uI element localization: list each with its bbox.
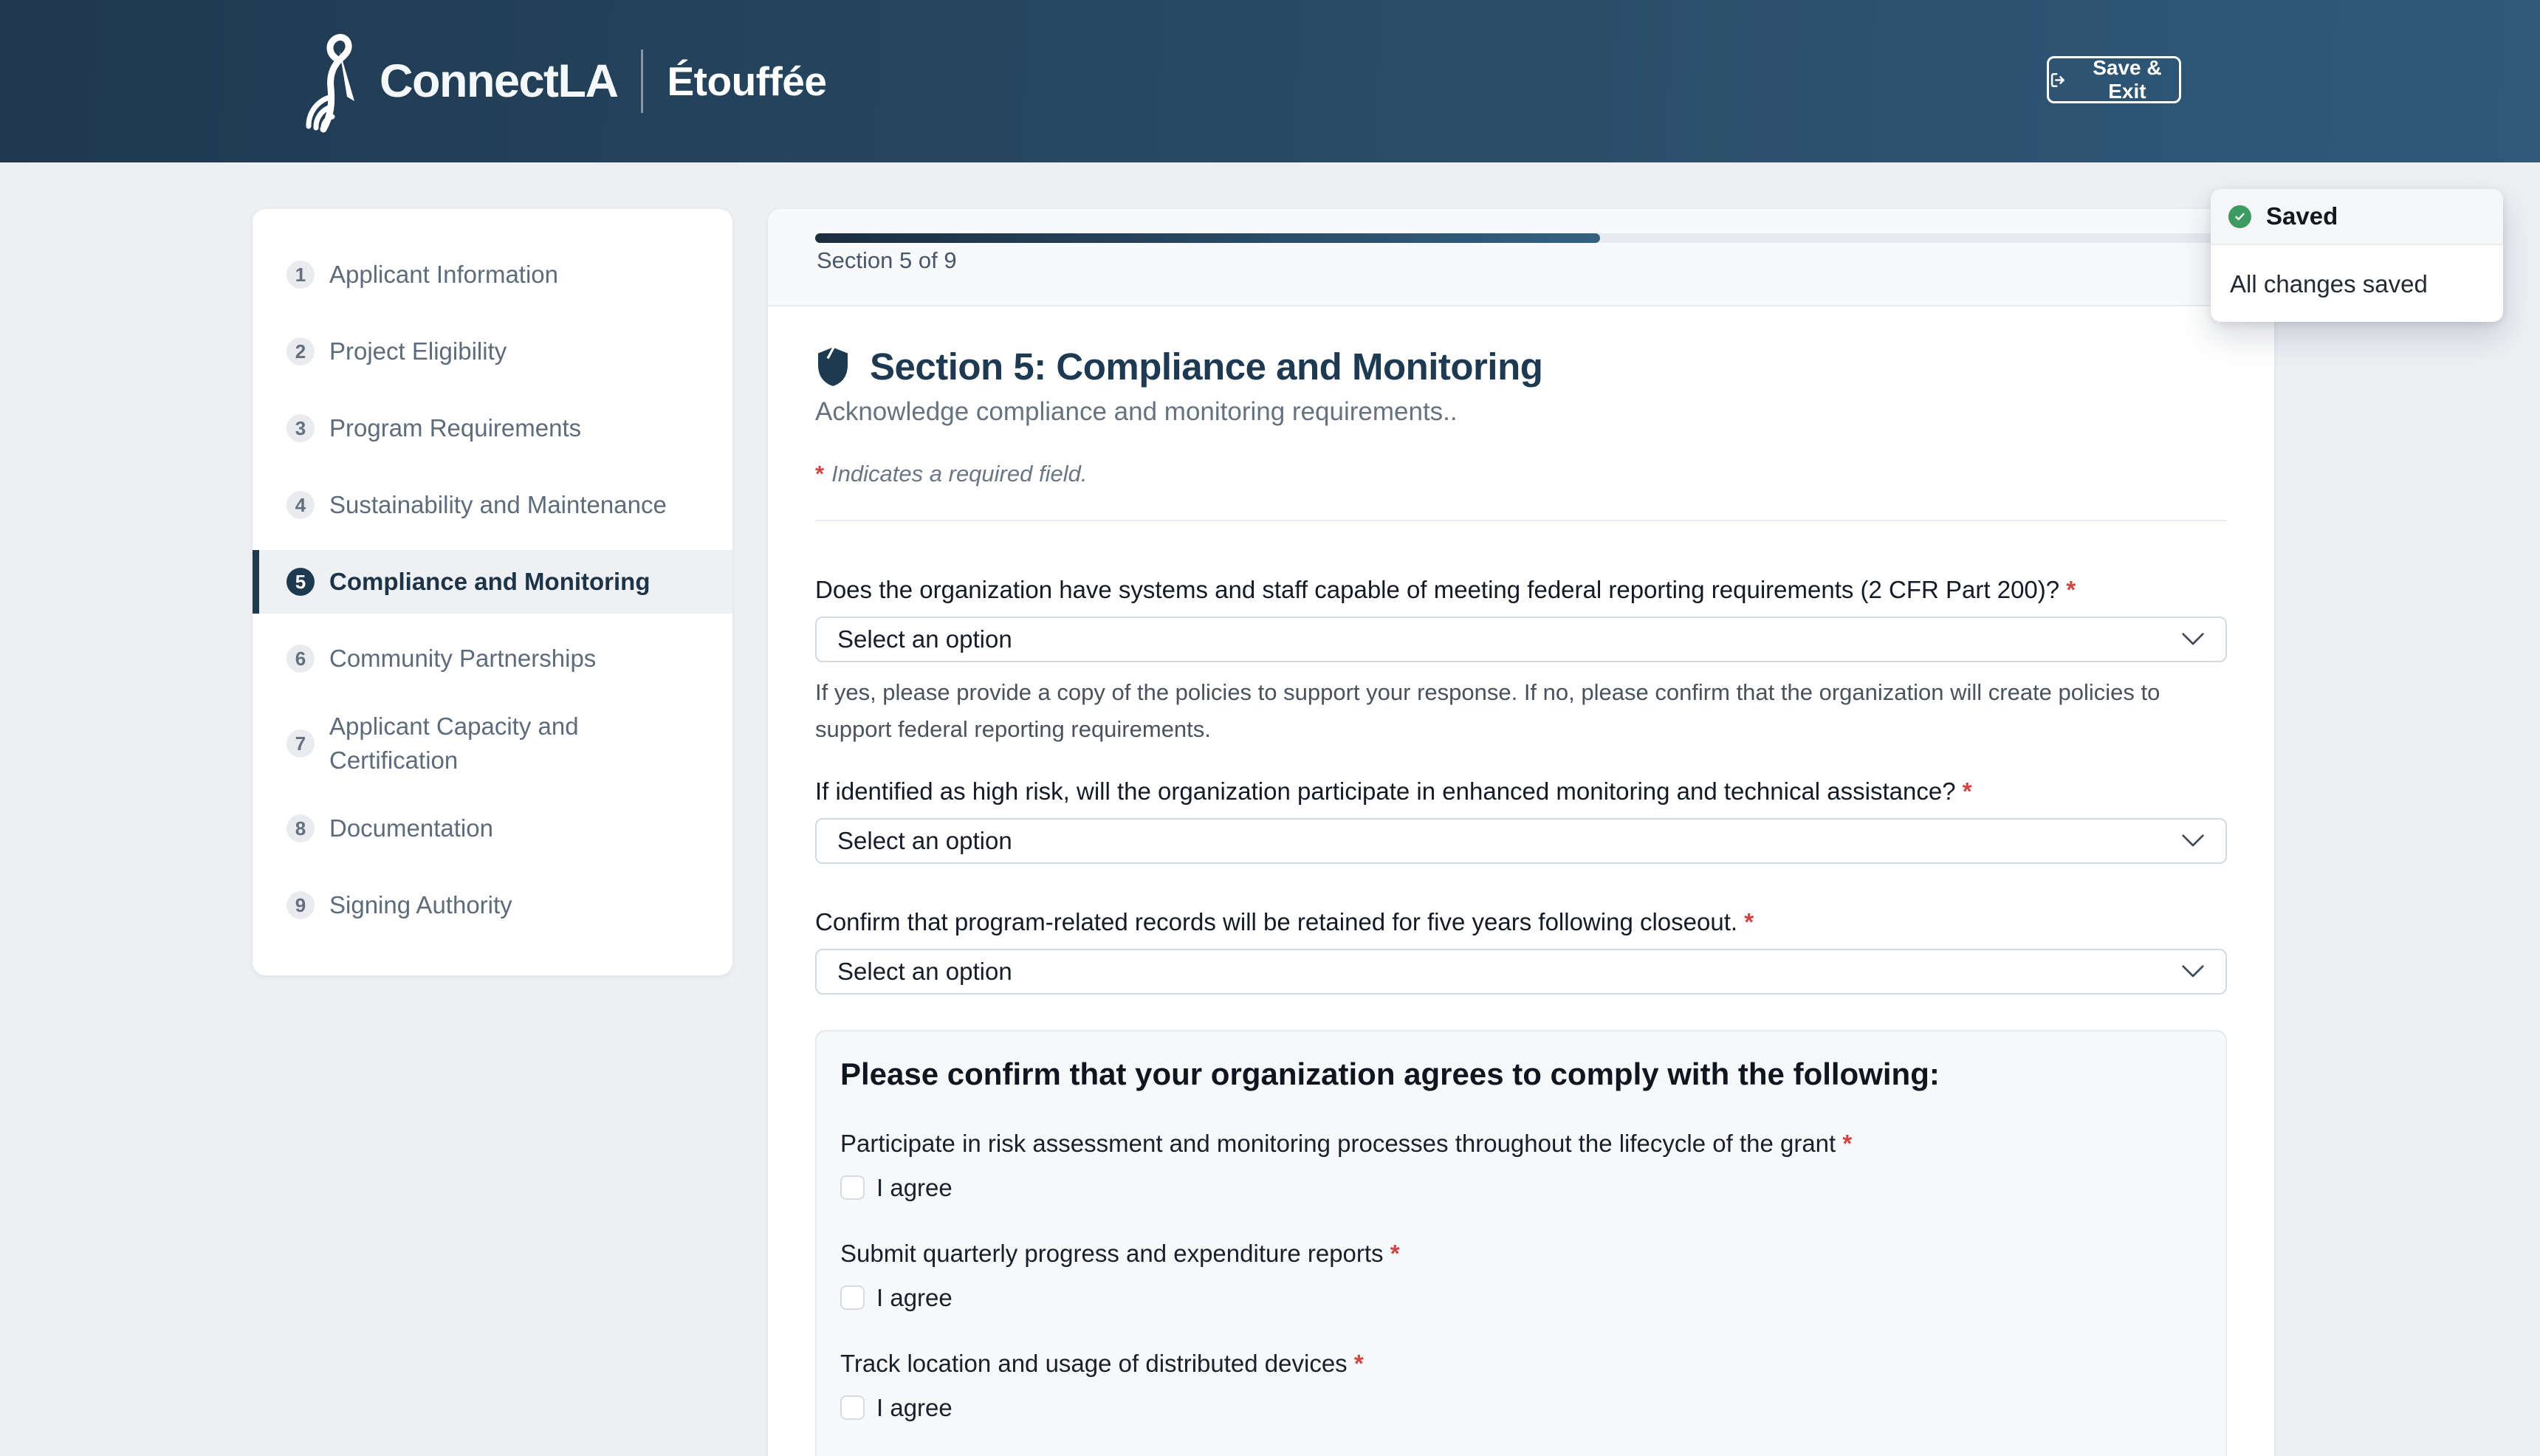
step-number-badge: 3 [286,414,315,442]
brand-name: ConnectLA [380,55,618,107]
shield-icon [815,346,851,388]
required-asterisk: * [1842,1129,1853,1157]
required-asterisk: * [2066,576,2076,603]
page-title: Section 5: Compliance and Monitoring [870,346,1543,388]
progress-header [768,209,2274,306]
brand-divider [641,49,643,113]
saved-toast-header [2211,189,2503,245]
sidebar-item-program-requirements[interactable] [253,396,732,460]
required-asterisk: * [1353,1349,1364,1377]
sidebar-item-community-partnerships[interactable] [253,627,732,690]
question-helper-text: If yes, please provide a copy of the policies to support your response. If no, please confirm that the organization will create policies to support federal reporting requirements. [815,679,2160,742]
agree-label: I agree [876,1283,952,1311]
agreement-group [815,1030,2227,1456]
sidebar-item-applicant-capacity-certification[interactable] [253,704,732,783]
select-records-retention[interactable] [815,949,2227,995]
app-header [0,0,2540,162]
step-number-badge: 5 [286,568,315,596]
sidebar-item-compliance-monitoring[interactable] [253,550,732,614]
sidebar-item-applicant-information[interactable] [253,243,732,306]
chevron-down-icon [2181,834,2205,848]
progress-label: Section 5 of 9 [817,247,957,273]
saved-toast-message: All changes saved [2230,270,2428,298]
sidebar-item-label: Signing Authority [329,891,512,919]
saved-toast-title: Saved [2266,202,2338,230]
progress-bar-fill [815,233,1600,243]
sidebar-item-label: Documentation [329,814,493,842]
sidebar-item-label: Community Partnerships [329,644,597,672]
question-label-records-retention: Confirm that program-related records will be retained for five years following closeout. * [815,907,1754,935]
compliance-form [768,521,2274,1456]
step-number-badge: 4 [286,491,315,519]
agree-row-quarterly-reports[interactable] [840,1284,2190,1312]
success-check-icon [2228,205,2251,228]
step-number-badge: 9 [286,891,315,919]
select-federal-reporting[interactable] [815,617,2227,662]
agree-checkbox-track-devices[interactable] [840,1395,865,1420]
wizard-step-sidebar [253,209,732,975]
sidebar-item-sustainability-maintenance[interactable] [253,473,732,537]
pelican-logo-icon [301,29,360,134]
saved-toast [2211,189,2503,322]
required-field-note: * Indicates a required field. [815,461,1088,487]
app-name: Étouffée [667,58,827,104]
sidebar-item-label: Applicant Information [329,260,559,288]
agreement-item-quarterly-reports: Submit quarterly progress and expenditure reports * [840,1239,1400,1267]
agreement-item-risk-assessment: Participate in risk assessment and monitoring processes throughout the lifecycle of the grant * [840,1129,1853,1157]
section-header [768,306,2274,521]
sidebar-item-signing-authority[interactable] [253,873,732,937]
sidebar-item-label: Project Eligibility [329,337,507,365]
agreement-item-track-devices: Track location and usage of distributed devices * [840,1349,1364,1377]
agree-label: I agree [876,1173,952,1201]
select-enhanced-monitoring[interactable] [815,818,2227,864]
required-asterisk: * [815,461,825,487]
agree-row-track-devices[interactable] [840,1394,2190,1422]
question-label-enhanced-monitoring: If identified as high risk, will the organization participate in enhanced monitoring and technical assistance? * [815,777,1972,805]
agree-checkbox-quarterly-reports[interactable] [840,1285,865,1310]
progress-bar-track [815,233,2227,243]
step-number-badge: 8 [286,814,315,842]
chevron-down-icon [2181,632,2205,647]
select-placeholder: Select an option [837,625,1012,653]
chevron-down-icon [2181,964,2205,979]
sidebar-item-label: Applicant Capacity and Certification [329,712,579,775]
form-section-card [768,209,2274,1456]
sidebar-item-project-eligibility[interactable] [253,320,732,383]
required-asterisk: * [1744,907,1754,935]
step-number-badge: 6 [286,645,315,673]
agree-label: I agree [876,1393,952,1421]
agree-checkbox-risk-assessment[interactable] [840,1175,865,1200]
required-asterisk: * [1390,1239,1400,1267]
brand [301,0,826,162]
agreement-heading: Please confirm that your organization agrees to comply with the following: [840,1056,1940,1091]
step-number-badge: 7 [286,729,315,758]
step-number-badge: 1 [286,261,315,289]
agree-row-risk-assessment[interactable] [840,1174,2190,1202]
sidebar-item-label: Sustainability and Maintenance [329,490,667,518]
sidebar-item-label: Compliance and Monitoring [329,567,651,595]
sidebar-item-label: Program Requirements [329,413,582,442]
step-number-badge: 2 [286,337,315,365]
select-placeholder: Select an option [837,826,1012,854]
save-exit-button[interactable] [2047,56,2181,103]
section-subtitle: Acknowledge compliance and monitoring requirements.. [815,397,1458,426]
select-placeholder: Select an option [837,957,1012,985]
sidebar-item-documentation[interactable] [253,797,732,860]
logout-icon [2049,70,2067,90]
save-exit-label: Save & Exit [2093,56,2162,103]
question-label-federal-reporting: Does the organization have systems and staff capable of meeting federal reporting requirements (2 CFR Part 200)? * [815,576,2076,603]
required-asterisk: * [1962,777,1972,805]
